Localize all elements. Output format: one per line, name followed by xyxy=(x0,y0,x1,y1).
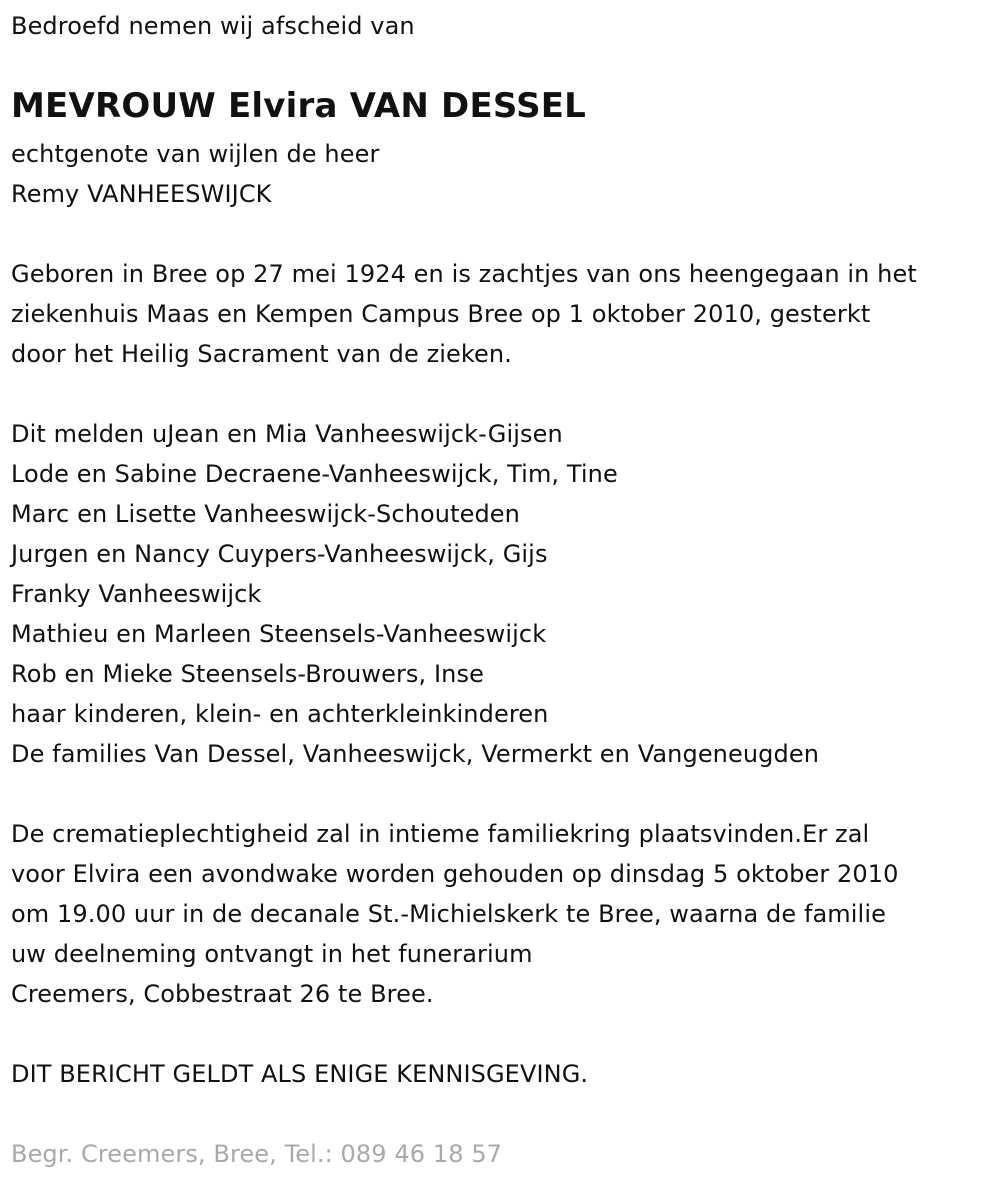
family-line: De families Van Dessel, Vanheeswijck, Vermerkt en Vangeneugden xyxy=(11,740,820,768)
paragraph-line: ziekenhuis Maas en Kempen Campus Bree op 1 oktober 2010, gesterkt xyxy=(11,300,871,328)
family-line: Lode en Sabine Decraene-Vanheeswijck, Tim, Tine xyxy=(11,460,618,488)
birth-death-paragraph xyxy=(11,254,917,374)
family-line: Jurgen en Nancy Cuypers-Vanheeswijck, Gijs xyxy=(11,540,548,568)
paragraph-line: door het Heilig Sacrament van de zieken. xyxy=(11,340,512,368)
family-line: Mathieu en Marleen Steensels-Vanheeswijck xyxy=(11,620,547,648)
paragraph-line: De crematieplechtigheid zal in intieme familiekring plaatsvinden.Er zal xyxy=(11,820,870,848)
funeral-home-footer: Begr. Creemers, Bree, Tel.: 089 46 18 57 xyxy=(11,1140,503,1168)
family-line: Dit melden uJean en Mia Vanheeswijck-Gijsen xyxy=(11,420,563,448)
spouse-line: Remy VANHEESWIJCK xyxy=(11,180,272,208)
ceremony-paragraph xyxy=(11,814,899,1014)
paragraph-line: Geboren in Bree op 27 mei 1924 en is zachtjes van ons heengegaan in het xyxy=(11,260,917,288)
paragraph-line: voor Elvira een avondwake worden gehouden op dinsdag 5 oktober 2010 xyxy=(11,860,899,888)
family-list xyxy=(11,414,819,774)
family-line: haar kinderen, klein- en achterkleinkinderen xyxy=(11,700,549,728)
intro-text: Bedroefd nemen wij afscheid van xyxy=(11,12,415,40)
spouse-line: echtgenote van wijlen de heer xyxy=(11,140,380,168)
paragraph-line: uw deelneming ontvangt in het funerarium xyxy=(11,940,533,968)
family-line: Franky Vanheeswijck xyxy=(11,580,262,608)
deceased-name: MEVROUW Elvira VAN DESSEL xyxy=(11,86,587,126)
notice-text: DIT BERICHT GELDT ALS ENIGE KENNISGEVING. xyxy=(11,1060,589,1088)
family-line: Marc en Lisette Vanheeswijck-Schouteden xyxy=(11,500,520,528)
family-line: Rob en Mieke Steensels-Brouwers, Inse xyxy=(11,660,484,688)
paragraph-line: om 19.00 uur in de decanale St.-Michielskerk te Bree, waarna de familie xyxy=(11,900,886,928)
paragraph-line: Creemers, Cobbestraat 26 te Bree. xyxy=(11,980,434,1008)
spouse-block xyxy=(11,134,379,214)
